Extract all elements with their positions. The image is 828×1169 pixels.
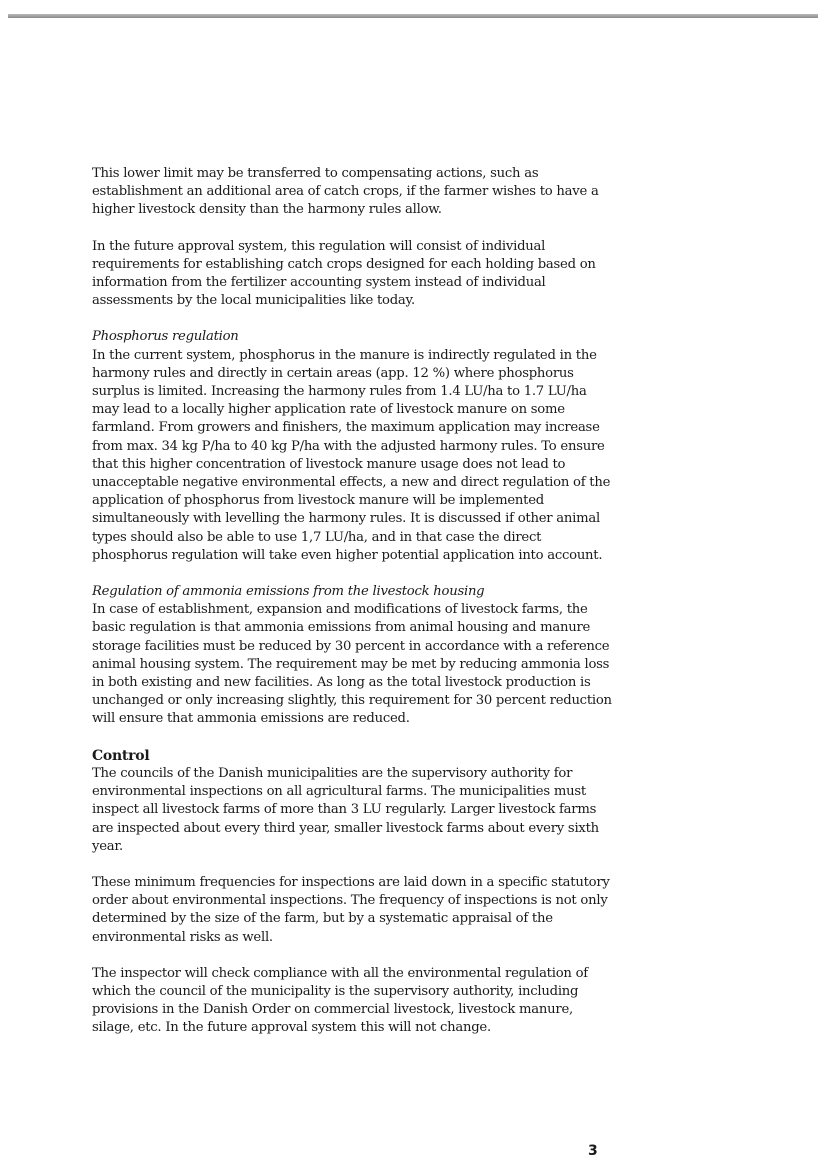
page-number: 3 bbox=[588, 1143, 598, 1159]
paragraph-text: In the future approval system, this regulation will consist of individual requirements for establishing catch crops designed for each holding based on information from the fertilizer accounting system instead of individual assessments by the local municipalities like today. bbox=[92, 238, 596, 309]
paragraph-text: These minimum frequencies for inspections are laid down in a specific statutory order about environmental inspections. The frequency of inspections is not only determined by the size of the farm, but by a systematic appraisal of the environmental risks as well. bbox=[92, 874, 610, 945]
paragraph-text: This lower limit may be transferred to compensating actions, such as establishment an additional area of catch crops, if the farmer wishes to have a higher livestock density than the harmony rules allow. bbox=[92, 166, 599, 218]
paragraph-future-approval bbox=[92, 238, 612, 311]
section-heading: Regulation of ammonia emissions from the livestock housing bbox=[92, 584, 485, 600]
section-heading: Control bbox=[92, 747, 150, 764]
section-heading: Phosphorus regulation bbox=[92, 329, 239, 345]
section-text: In case of establishment, expansion and modifications of livestock farms, the basic regulation is that ammonia emissions from animal housing and manure storage facilities must be reduced by 30 percent in accordance with a reference animal housing system. The requirement may be met by reducing ammonia loss in both existing and new facilities. As long as the total livestock production is unchanged or only increasing slightly, this requirement for 30 percent reduction will ensure that ammonia emissions are reduced. bbox=[92, 602, 612, 727]
section-text: The councils of the Danish municipalities are the supervisory authority for environmental inspections on all agricultural farms. The municipalities must inspect all livestock farms of more than 3 LU regularly. Larger livestock farms are inspected about every third year, smaller livestock farms about every sixth year. bbox=[92, 765, 599, 854]
paragraph-inspector bbox=[92, 965, 612, 1038]
top-rule bbox=[8, 14, 818, 18]
section-phosphorus bbox=[92, 328, 612, 565]
section-control bbox=[92, 747, 612, 856]
paragraph-text: The inspector will check compliance with all the environmental regulation of which the council of the municipality is the supervisory authority, including provisions in the Danish Order on commercial livestock, livestock manure, silage, etc. In the future approval system this will not change. bbox=[92, 965, 588, 1036]
section-text: In the current system, phosphorus in the manure is indirectly regulated in the harmony rules and directly in certain areas (app. 12 %) where phosphorus surplus is limited. Increasing the harmony rules from 1.4 LU/ha to 1.7 LU/ha may lead to a locally higher application rate of livestock manure on some farmland. From growers and finishers, the maximum application may increase from max. 34 kg P/ha to 40 kg P/ha with the adjusted harmony rules. To ensure that this higher concentration of livestock manure usage does not lead to unacceptable negative environmental effects, a new and direct regulation of the application of phosphorus from livestock manure will be implemented simultaneously with levelling the harmony rules. It is discussed if other animal types should also be able to use 1,7 LU/ha, and in that case the direct phosphorus regulation will take even higher potential application into account. bbox=[92, 347, 611, 563]
paragraph-lower-limit bbox=[92, 165, 612, 220]
document-body bbox=[92, 165, 612, 1056]
section-ammonia bbox=[92, 583, 612, 729]
paragraph-minimum-frequencies bbox=[92, 874, 612, 947]
